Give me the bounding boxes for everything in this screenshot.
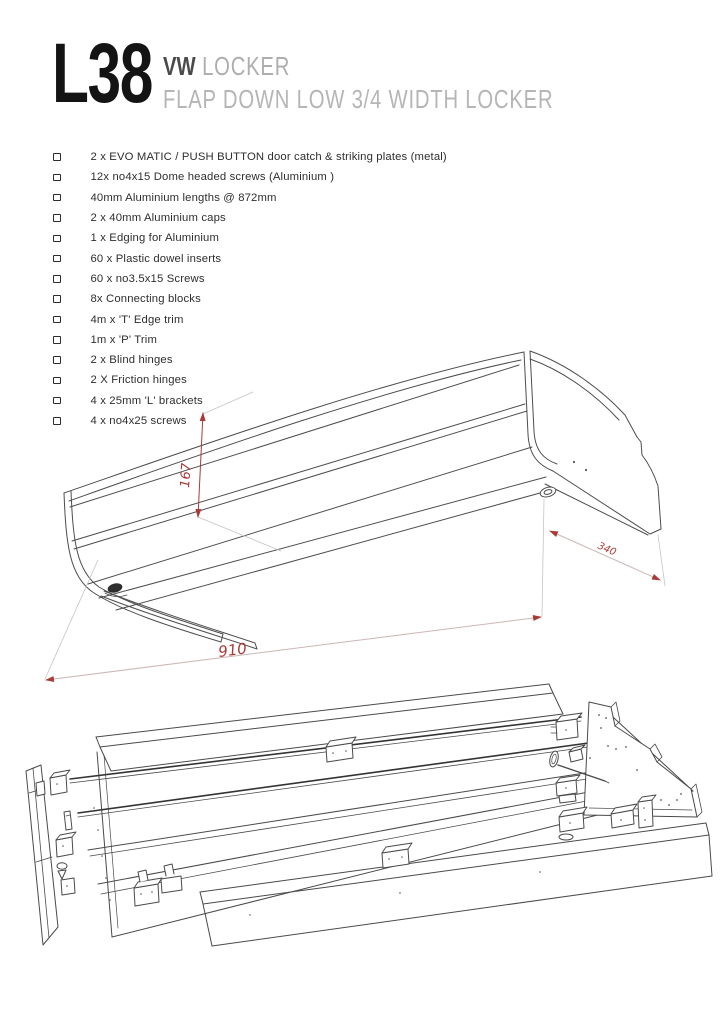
- brand-name: VW: [163, 51, 196, 81]
- part-item: 1 x Edging for Aluminium: [53, 228, 447, 248]
- friction-hinge: [64, 811, 72, 830]
- part-item: 2 x EVO MATIC / PUSH BUTTON door catch & striking plates (metal): [53, 147, 447, 167]
- door-catch: [559, 807, 587, 840]
- blind-hinge: [56, 832, 76, 879]
- door-catch: [556, 775, 580, 803]
- hardware-blocks: [36, 713, 656, 906]
- l-bracket: [611, 804, 637, 828]
- part-item: 60 x no3.5x15 Screws: [53, 269, 447, 289]
- assembled-locker-drawing: [64, 351, 661, 649]
- aluminium-rails: [70, 717, 660, 894]
- connecting-block: [569, 745, 585, 762]
- screw-dots: [93, 807, 541, 916]
- connecting-block: [326, 737, 356, 762]
- part-item: 4m x 'T' Edge trim: [53, 309, 447, 329]
- dimension-annotations: [45, 392, 665, 680]
- connecting-block: [551, 713, 582, 740]
- part-item: 4 x 25mm 'L' brackets: [53, 391, 447, 411]
- part-item: 1m x 'P' Trim: [53, 330, 447, 350]
- front-board: [200, 823, 712, 946]
- product-type: LOCKER: [195, 51, 291, 81]
- part-item: 2 x Blind hinges: [53, 350, 447, 370]
- model-code: L38: [52, 26, 152, 120]
- dimension-width-label: 910: [217, 639, 248, 661]
- part-item: 2 X Friction hinges: [53, 370, 447, 390]
- part-item: 4 x no4x25 screws: [53, 411, 447, 431]
- push-button: [105, 582, 127, 596]
- push-button-hole: [539, 485, 557, 498]
- connecting-block: [382, 843, 412, 868]
- dimension-depth-label: 340: [595, 540, 618, 559]
- dimension-height-label: 167: [178, 462, 195, 489]
- part-item: 60 x Plastic dowel inserts: [53, 248, 447, 268]
- part-item: 12x no4x15 Dome headed screws (Aluminium ): [53, 167, 447, 187]
- part-item: 40mm Aluminium lengths @ 872mm: [53, 188, 447, 208]
- exploded-locker-drawing: [26, 684, 712, 946]
- product-subtitle: FLAP DOWN LOW 3/4 WIDTH LOCKER: [163, 84, 554, 114]
- part-item: 8x Connecting blocks: [53, 289, 447, 309]
- part-item: 2 x 40mm Aluminium caps: [53, 208, 447, 228]
- friction-hinge: [61, 878, 75, 895]
- bracket-assembly: [134, 864, 182, 906]
